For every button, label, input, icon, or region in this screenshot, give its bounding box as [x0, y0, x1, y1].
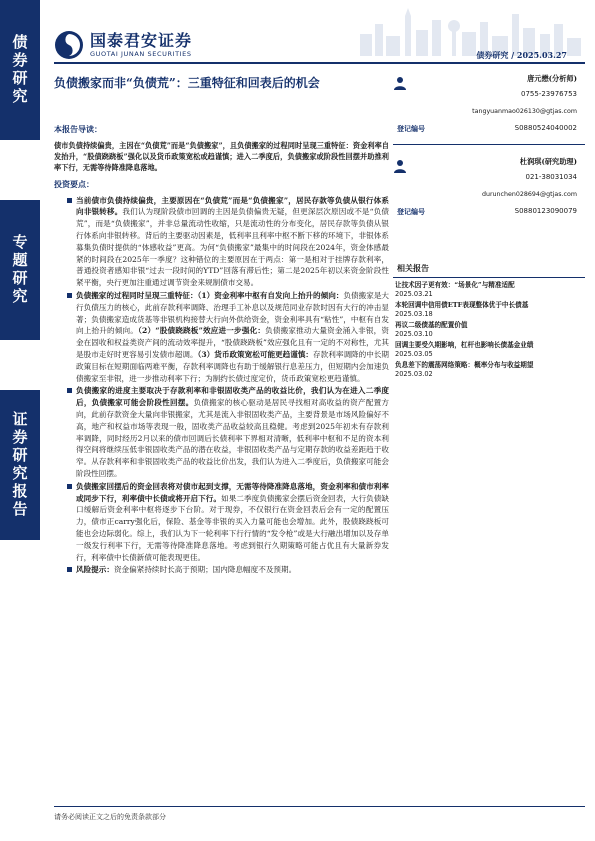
risk-warning-text: 资金偏紧持续时长高于预期；国内降息幅度不及预期。 [113, 565, 297, 575]
risk-warning [54, 564, 389, 576]
related-report-title[interactable]: 本轮回调中信用债ETF表现整体优于中长债基 [395, 300, 529, 309]
related-report-item[interactable] [393, 321, 585, 339]
key-point-1-text: 我们认为现阶段债市回调的主因是负债偏贵无疑，但更深层次原因或不是“负债荒”，而是“负债搬家”，并非总量流动性收缩，只是流动性的分布变化，居民存款等负债从银行体系向非银转移。背后的主要驱动因素是，低利率且利率中枢不断下移的环境下，非银体系募集负债时提供的“体感收益”更高。为何“负债搬家”最集中的时间段在2024年，资金体感最紧的时间段在2025年一季度？这种错位的主要原因在于两点：第一是相对于挂牌存款利率，普通投资者感知非银“过去一段时间的YTD”回落有滞后性；第二是2025年初以来资金阶段性紧平衡，央行更加注重通过调节资金来规制债市交易。 [76, 207, 389, 288]
author-cert-number: S0880524040002 [514, 124, 577, 132]
related-report-item[interactable] [393, 281, 585, 299]
bullet-square-icon [67, 567, 72, 572]
key-point-2-bold-3: （3）货币政策宽松可能更趋谨慎： [197, 349, 314, 359]
guide-text: 债市负债持续偏贵，主因在“负债荒”而是“负债搬家”，且负债搬家的过程同时呈现三重特征：资金利率自发抬升，“股债跷跷板”强化以及货币政策宽松或趋谨慎；进入二季度后，负债搬家或阶段性回摆并助推利率下行，无需等待降准降息落地。 [54, 140, 389, 172]
logo-english-name: GUOTAI JUNAN SECURITIES [90, 50, 192, 58]
author-name: 杜润琪(研究助理) [519, 156, 577, 166]
bullet-square-icon [67, 293, 72, 298]
author-card-2 [393, 153, 585, 223]
risk-warning-label: 风险提示： [76, 565, 114, 575]
author-cert-label: 登记编号 [397, 124, 425, 133]
key-point-2-text-3: 存款利率调降的中长期政策目标在短期面临两难平衡，存款利率调降也有助于缓解银行息差压力，但短期内会加速负债搬家至非银，进一步推动利率下行；为制约长债过度定价，货币政策宽松更趋谨慎。 [76, 349, 390, 383]
related-report-date: 2025.03.05 [395, 349, 433, 358]
related-report-title[interactable]: 让技术因子更有效：“场景化”与精准适配 [395, 280, 515, 289]
related-report-item[interactable] [393, 341, 585, 359]
author-card-1 [393, 70, 585, 140]
related-report-date: 2025.03.10 [395, 329, 433, 338]
key-point-1-bold: 当前债市负债持续偏贵，主要原因在“负债荒”而是“负债搬家”，居民存款等负债从银行体系向非银转移。 [76, 195, 389, 217]
disclaimer-note: 请务必阅读正文之后的免责条款部分 [54, 813, 166, 821]
author-email[interactable]: tangyuanmao026130@gtjas.com [472, 108, 577, 115]
related-reports-heading: 相关报告 [397, 262, 429, 273]
city-skyline-decoration [350, 6, 585, 56]
main-content [54, 124, 389, 576]
key-point-4-text: 如果二季度负债搬家会摆后资金回表，大行负债缺口缓解后资金利率中枢将逐步下台阶。对于现券，不仅银行在资金回表后会有一定的配置压力，债市正carry强化后，保险、基金等非银的买入力量可能也会增加。此外，股债跷跷板可能也会边际弱化。综上，我们认为下一轮利率下行行情的“发令枪”或是大行融出增加以及存单一级发行利率下行，无需等待降准降息落地。考虑到银行久期策略可能占优且有大量新券发行，利率债中长债新债可能表现更佳。 [76, 493, 390, 562]
key-point-1 [54, 195, 389, 289]
sidebar-tab-topic-research: 专题研究 [0, 200, 40, 340]
header-divider [54, 62, 585, 64]
key-point-2-bold-2: （2）“股债跷跷板”效应进一步强化： [138, 326, 266, 336]
author-cert-number: S0880123090079 [514, 206, 577, 215]
bullet-square-icon [67, 484, 72, 489]
related-report-date: 2025.03.21 [395, 289, 433, 298]
related-report-date: 2025.03.18 [395, 309, 433, 318]
related-report-title[interactable]: 再议二级债基的配置价值 [395, 320, 468, 329]
key-point-4-bold: 负债搬家回摆后的资金回表将对债市起到支撑，无需等待降准降息落地，资金利率和债市利率或同步下行，利率债中长债或将开启下行。 [76, 481, 389, 503]
logo-mark-icon [54, 30, 84, 60]
related-report-item[interactable] [393, 301, 585, 319]
key-point-3-text: 负债搬家的核心驱动是居民寻找相对高收益的资产配置方向，此前存款资金大量向非银搬家，尤其是流入非银固收类产品，主要背景是市场风险偏好不高，地产和权益市场等表现一般，固收类产品收益较高且稳健。考虑到2025年初未有存款利率调降，同时经历2月以来的债市回调后长债利率下界相对清晰，低利率中枢和不足的资本利得空间将继续压低非银固收类产品的潜在收益，非银固收类产品与定期存款的收益差距趋于收窄。从存款利率和非银固收类产品的收益比价出发，我们认为进入二季度后，负债搬家可能会阶段性回摆。 [76, 398, 390, 478]
related-report-item[interactable] [393, 361, 585, 379]
guide-heading: 本报告导读： [54, 124, 102, 134]
sidebar-tab-securities-report: 证券研究报告 [0, 390, 40, 540]
bullet-square-icon [67, 198, 72, 203]
bullet-square-icon [67, 388, 72, 393]
author-cert-label: 登记编号 [397, 206, 425, 216]
key-point-2-bold: 负债搬家的过程同时呈现三重特征：（1）资金利率中枢有自发向上抬升的倾向： [76, 290, 344, 300]
footer-divider [54, 806, 585, 807]
company-logo [54, 30, 192, 60]
related-reports-divider [393, 277, 585, 278]
author-email[interactable]: durunchen028694@gtjas.com [481, 190, 577, 198]
author-phone: 021-38031034 [525, 172, 577, 181]
person-icon [393, 76, 407, 90]
related-report-title[interactable]: 回调主要受久期影响，杠杆也影响长债基金业绩 [395, 340, 534, 349]
key-point-2-text-1: 负债搬家是大行负债压力的核心，此前存款利率调降、治理手工补息以及规范同业存款时因有大行的冲击显著；负债搬家造成货基等非银机构接替大行向外供给资金，资金利率具有“粘性”，中枢有自发向上抬升的倾向。 [76, 290, 390, 336]
key-point-3 [54, 385, 389, 479]
key-point-3-bold: 负债搬家的进度主要取决于存款利率和非银固收类产品的收益比价，我们认为在进入二季度后，负债搬家可能会阶段性回摆。 [76, 386, 389, 408]
related-report-date: 2025.03.02 [395, 369, 433, 378]
key-points-heading: 投资要点： [54, 178, 94, 189]
key-point-4 [54, 481, 389, 564]
author-phone: 0755-23976753 [521, 90, 577, 98]
author-divider [393, 144, 585, 145]
right-column [393, 70, 585, 381]
person-icon [393, 159, 407, 173]
logo-chinese-name: 国泰君安证券 [90, 31, 193, 50]
key-point-2-text-2: 负债搬家推动大量资金涌入非银，资金在固收和权益类资产间的流动效率提升，“股债跷跷板”效应强化且有一定的不对称性，尤其是股市走好时更容易引发债市超调。 [76, 326, 390, 359]
author-name: 唐元懋(分析师) [527, 74, 577, 83]
report-title: 负债搬家而非“负债荒”：三重特征和回表后的机会 [54, 76, 320, 90]
key-point-2 [54, 290, 389, 384]
report-category-date: 债券研究 / 2025.03.27 [476, 50, 567, 60]
related-report-title[interactable]: 负息差下的震荡网络策略：概率分布与收益期望 [395, 360, 534, 369]
left-sidebar [0, 0, 40, 841]
sidebar-tab-bond-research: 债券研究 [0, 0, 40, 140]
